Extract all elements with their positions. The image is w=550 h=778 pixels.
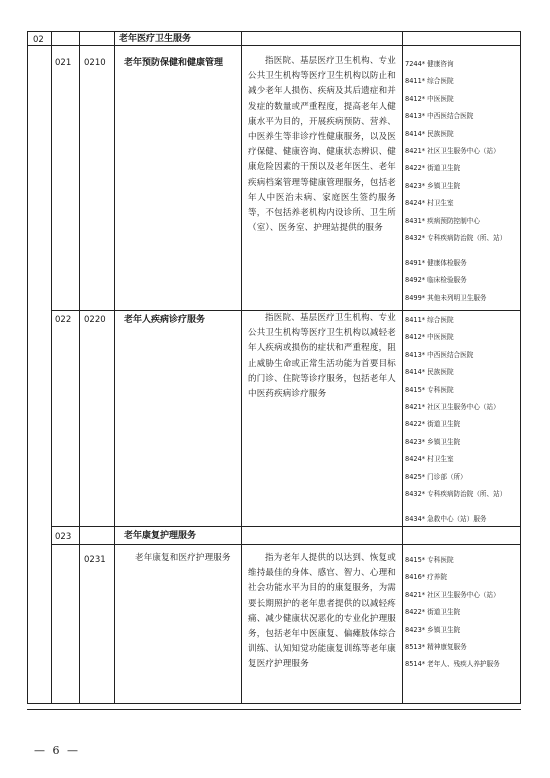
industry-item: 8423* 乡镇卫生院 <box>405 625 461 634</box>
row-divider <box>28 45 520 46</box>
industry-item: 8492* 临床检验服务 <box>405 276 467 285</box>
industry-item: 8413* 中西医结合医院 <box>405 112 474 121</box>
mid-class-code: 021 <box>55 58 72 68</box>
page-number: — 6 — <box>34 744 80 757</box>
industry-item: 8412* 中医医院 <box>405 333 454 342</box>
small-class-code: 0210 <box>84 58 106 68</box>
small-class-code: 0220 <box>84 315 106 325</box>
industry-list <box>405 556 517 678</box>
class-name: 老年康复护理服务 <box>124 531 197 541</box>
small-class-code: 0231 <box>84 555 106 565</box>
industry-item: 8421* 社区卫生服务中心（站） <box>405 402 500 411</box>
classification-table <box>27 31 521 704</box>
class-name: 老年预防保健和健康管理 <box>124 58 224 68</box>
industry-item: 8421* 社区卫生服务中心（站） <box>405 590 500 599</box>
industry-item: 8424* 村卫生室 <box>405 455 454 464</box>
industry-item: 8414* 民族医院 <box>405 368 454 377</box>
industry-item: 8431* 疾病预防控制中心 <box>405 216 480 225</box>
industry-item: 8411* 综合医院 <box>405 316 454 324</box>
industry-item: 8491* 健康体检服务 <box>405 258 467 267</box>
section-code: 02 <box>33 35 44 45</box>
column-divider <box>114 32 115 703</box>
mid-class-code: 023 <box>55 532 72 542</box>
industry-item: 8422* 街道卫生院 <box>405 608 461 617</box>
industry-item: 8411* 综合医院 <box>405 77 454 86</box>
industry-item: 8413* 中西医结合医院 <box>405 350 474 359</box>
row-divider <box>51 544 520 545</box>
column-divider <box>402 32 403 703</box>
industry-item: 8424* 村卫生室 <box>405 199 454 208</box>
column-divider <box>241 32 242 703</box>
industry-item: 8423* 乡镇卫生院 <box>405 181 461 190</box>
class-description: 指为老年人提供的以达到、恢复或维持最佳的身体、感官、智力、心理和社会功能水平为目的的康复服务，为需要长期照护的老年患者提供的以减轻疼痛、减少健康状况恶化的专业化护理服务，包括老年中医康复、偏瘫肢体综合训练、认知知觉功能康复训练等老年康复医疗护理服务 <box>248 553 396 670</box>
industry-list <box>405 316 517 532</box>
industry-list <box>405 60 517 311</box>
industry-item: 8513* 精神康复服务 <box>405 642 467 651</box>
industry-item: 8412* 中医医院 <box>405 94 454 103</box>
industry-item: 8514* 老年人、残疾人养护服务 <box>405 660 500 669</box>
industry-item: 8499* 其他未列明卫生服务 <box>405 293 487 302</box>
class-name: 老年康复和医疗护理服务 <box>135 553 231 563</box>
column-divider <box>79 32 80 703</box>
industry-item: 8414* 民族医院 <box>405 129 454 138</box>
industry-item: 8422* 街道卫生院 <box>405 420 461 429</box>
industry-item: 8432* 专科疾病防治院（所、站） <box>405 233 507 242</box>
class-description: 指医院、基层医疗卫生机构、专业公共卫生机构等医疗卫生机构以减轻老年人疾病或损伤的症状和严重程度，阻止威胁生命或正常生活功能为首要目标的门诊、住院等诊疗服务，包括老年人中医药疾病诊疗服务 <box>248 313 396 400</box>
industry-item: 8422* 街道卫生院 <box>405 164 461 173</box>
section-title: 老年医疗卫生服务 <box>119 34 192 44</box>
mid-class-code: 022 <box>55 315 72 325</box>
page-bottom-rule <box>27 709 521 710</box>
column-divider <box>51 32 52 703</box>
industry-item: 8432* 专科疾病防治院（所、站） <box>405 489 507 498</box>
industry-item: 8415* 专科医院 <box>405 556 454 564</box>
industry-item: 8425* 门诊部（所） <box>405 472 467 481</box>
industry-item: 7244* 健康咨询 <box>405 60 454 68</box>
class-description: 指医院、基层医疗卫生机构、专业公共卫生机构等医疗卫生机构以防止和减少老年人损伤、疾病及其后遗症和并发症的数量或严重程度，提高老年人健康水平为目的，开展疾病预防、营养、中医养生等非诊疗性健康服务，以及医疗保健、健康咨询、健康状态辨识、健康危险因素的干预以及老年医生、老年疾病档案管理等健康管理服务，包括老年人中医治未病、家庭医生签约服务等，不包括养老机构内设诊所、卫生所（室）、医务室、护理站提供的服务 <box>248 56 396 234</box>
industry-item: 8416* 疗养院 <box>405 573 447 582</box>
industry-item: 8415* 专科医院 <box>405 385 454 394</box>
industry-item: 8423* 乡镇卫生院 <box>405 437 461 446</box>
class-name: 老年人疾病诊疗服务 <box>124 315 206 325</box>
industry-item: 8434* 急救中心（站）服务 <box>405 514 487 523</box>
industry-item: 8421* 社区卫生服务中心（站） <box>405 146 500 155</box>
